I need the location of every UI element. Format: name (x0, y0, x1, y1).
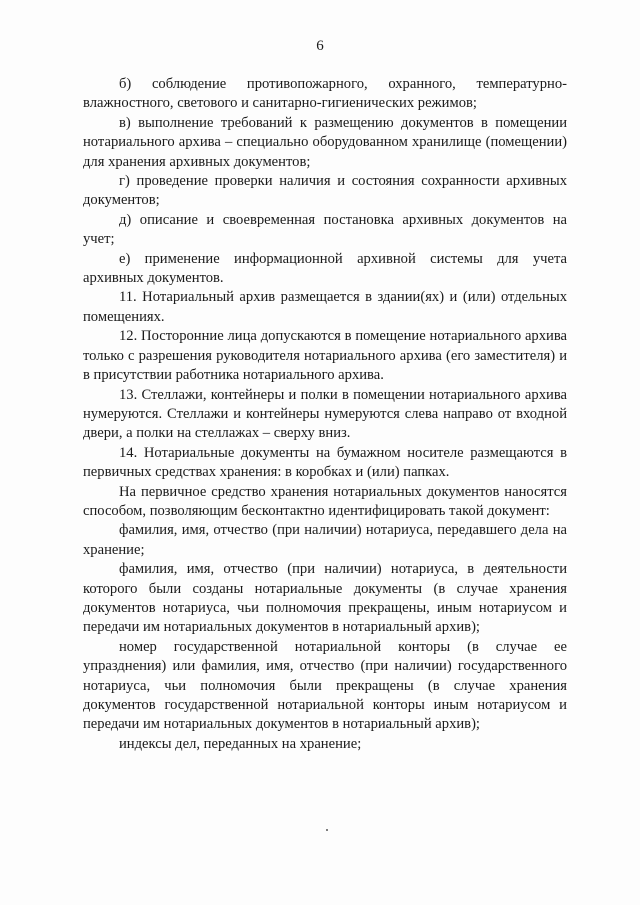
paragraph-14: 14. Нотариальные документы на бумажном носителе размещаются в первичных средствах хранения: в коробках и (или) папках. (83, 444, 567, 481)
paragraph-d: д) описание и своевременная постановка архивных документов на учет; (83, 211, 567, 248)
paragraph-v: в) выполнение требований к размещению документов в помещении нотариального архива – специально оборудованном хранилище (помещении) для хранения архивных документов; (83, 114, 567, 170)
paragraph-12: 12. Посторонние лица допускаются в помещение нотариального архива только с разрешения руководителя нотариального архива (его заместителя) и в присутствии работника нотариального архива. (83, 328, 567, 384)
list-item-state-office: номер государственной нотариальной конторы (в случае ее упразднения) или фамилия, имя, отчество (при наличии) государственного нотариуса, чьи полномочия были прекращены (в случае хранения документов государственной нотариальной конторы иным нотариусом и передачи им нотариальных документов в нотариальный архив); (83, 638, 567, 733)
paragraph-13: 13. Стеллажи, контейнеры и полки в помещении нотариального архива нумеруются. Стеллажи и контейнеры нумеруются слева направо от входной двери, а полки на стеллажах – сверху вниз. (83, 386, 567, 442)
document-body (83, 75, 567, 754)
list-item-case-indexes: индексы дел, переданных на хранение; (119, 735, 362, 752)
scan-dot-mark (326, 829, 328, 831)
paragraph-e: е) применение информационной архивной системы для учета архивных документов. (83, 250, 567, 287)
list-item-notary-transferring: фамилия, имя, отчество (при наличии) нотариуса, передавшего дела на хранение; (83, 522, 567, 558)
paragraph-storage-intro: На первичное средство хранения нотариальных документов наносятся способом, позволяющим бесконтактно идентифицировать такой документ: (83, 483, 567, 519)
paragraph-b: б) соблюдение противопожарного, охранного, температурно-влажностного, светового и санитарно-гигиенических режимов; (83, 76, 567, 112)
page-number: 6 (316, 38, 324, 54)
paragraph-11: 11. Нотариальный архив размещается в здании(ях) и (или) отдельных помещениях. (83, 289, 567, 325)
list-item-notary-creator: фамилия, имя, отчество (при наличии) нотариуса, в деятельности которого были созданы нотариальные документы (в случае хранения документов нотариуса, чьи полномочия прекращены, иным нотариусом и передачи им нотариальных документов в нотариальный архив); (83, 561, 567, 636)
paragraph-g: г) проведение проверки наличия и состояния сохранности архивных документов; (83, 173, 567, 209)
